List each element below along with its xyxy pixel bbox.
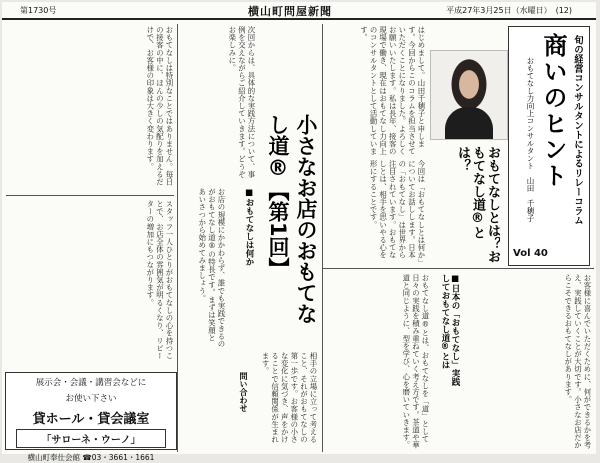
issue-number: 第1730号: [20, 6, 57, 15]
column-series: 旬の経営コンサルタントによるリレーコラム: [572, 35, 583, 225]
body-text-col3: お客様に喜んでいただくために、何ができるかを考え、実践していくことが大切です。小さなお店だからこそできるおもてなしがあります。: [563, 274, 592, 449]
column-title-box: [508, 26, 590, 266]
subhead-nanika: ■おもてなしは何か: [244, 188, 254, 266]
ad-line2: お使い下さい: [65, 394, 117, 404]
section-divider: [322, 268, 594, 269]
column-author: おもてなし力向上コンサルタント 山田 千穂子: [526, 57, 535, 222]
body-text-col6: お店の規模にかかわらず、誰でも実践できるのがおもてなし道®の特長です。まずは笑顔とあいさつから始めてみましょう。: [197, 188, 226, 348]
column-divider-right: [322, 24, 323, 452]
author-photo: [430, 50, 508, 140]
paper-title: 横山町問屋新聞: [248, 5, 332, 18]
body-text-col1: はじめまして。山田千穂子と申します。今回からこのコラムを担当させていただくことになりました。よろしくお願いいたします。私は長年、接客の現場で働き、現在はおもてなし力向上のコンサルタントとして活動しています。: [359, 26, 426, 156]
left-divider: [6, 195, 174, 196]
body-text-col2: 今回は「おもてなしとは何か」についてお話しします。日本の「おもてなし」は世界から注目されています。おもてなしとは、相手を思いやる心を形にすることです。: [369, 160, 426, 263]
masthead: [2, 2, 596, 20]
newspaper-page: [2, 2, 596, 462]
inquiry-label: 問い合わせ: [239, 372, 248, 412]
column-divider-left: [177, 24, 178, 452]
ad-box: [5, 372, 177, 462]
body-text-col4: おもてなし道®とは、おもてなしを「道」として日々の実践を積み重ねていく考え方です。茶道や華道と同じように、型を学び、心を磨いていきます。: [401, 274, 430, 449]
body-text-col9: スタッフ一人ひとりがおもてなしの心を持つことで、お店全体の雰囲気が明るくなり、リピーターの増加にもつながります。: [145, 200, 174, 360]
article-headline: おもてなしとは？おもてなし道®とは？: [455, 146, 500, 263]
body-text-col5: 次回からは、具体的な実践方法について、事例を交えながらご紹介していきます。どうぞお楽しみに。: [227, 26, 256, 178]
feature-title: 小さなお店のおもてなし道®【第1回】: [266, 114, 318, 324]
body-text-col8: おもてなしは特別なことではありません。毎日の接客の中に、ほんの少しの気配りを加えるだけで、お客様の印象は大きく変わります。: [145, 26, 174, 186]
ad-name: 貸ホール・貸会議室: [32, 412, 150, 427]
column-title: 商いのヒント: [539, 33, 567, 189]
issue-date: 平成27年3月25日（水曜日） (12): [446, 6, 572, 15]
ad-contact: 横山町奉仕会館 ☎03・3661・1661: [27, 453, 155, 462]
ad-hall: 「サローネ・ウーノ」: [16, 429, 166, 448]
subhead-jissen: ■日本の「おもてなし」実践しておもてなし道®とは: [440, 274, 460, 386]
column-vol: Vol 40: [513, 248, 548, 259]
ad-line1: 展示会・会議・講習会などに: [35, 378, 147, 388]
body-text-col7: 相手の立場に立って考えること、それがおもてなしの第一歩です。お客様の小さな変化に気づき、声をかけることで信頼関係が生まれます。: [261, 352, 318, 444]
